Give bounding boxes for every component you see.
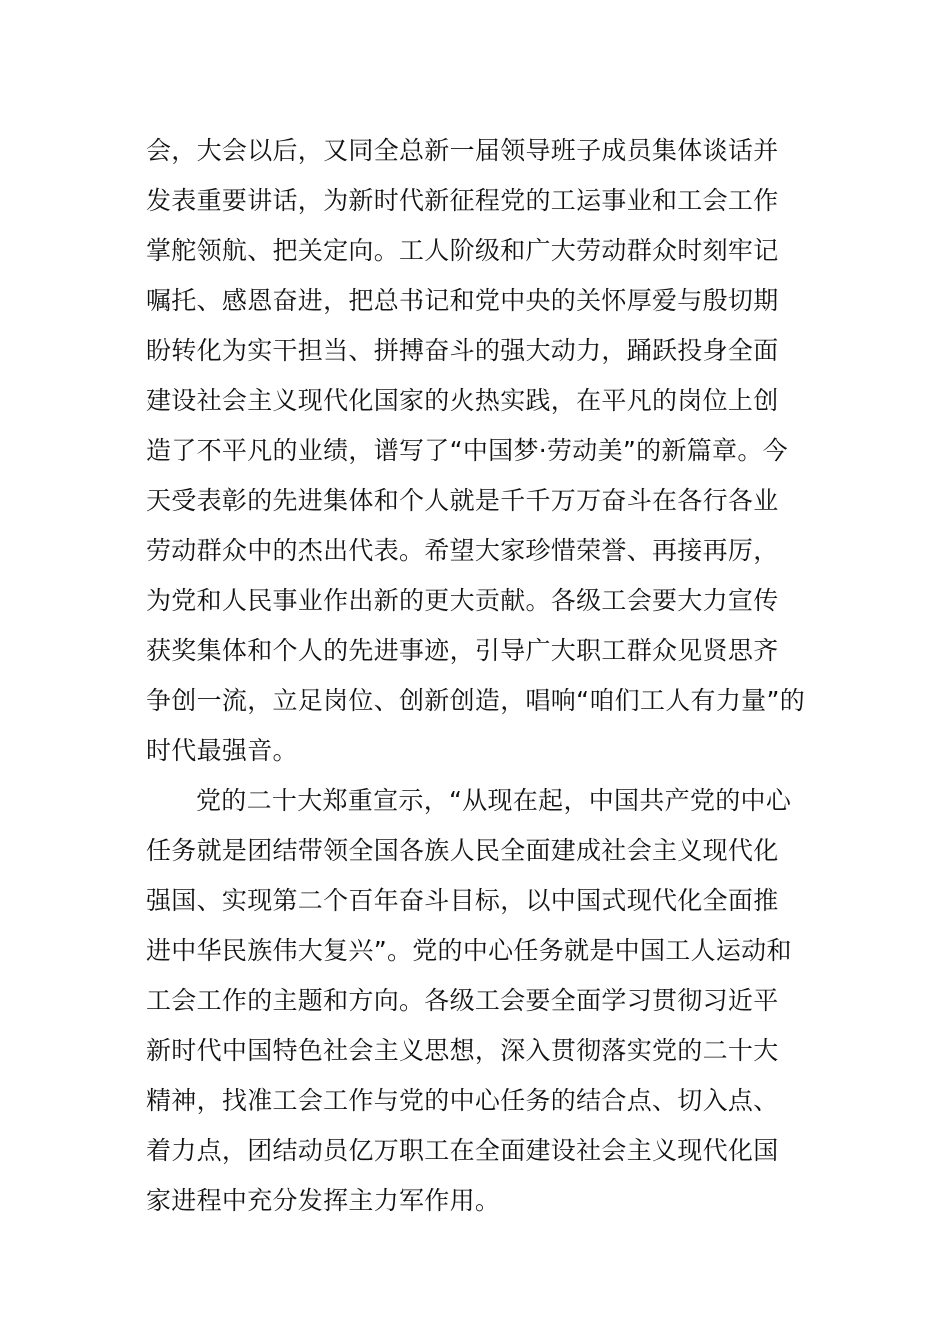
text-line: 时代最强音。 [146, 736, 298, 765]
text-line: 发表重要讲话，为新时代新征程党的工运事业和工会工作 [146, 186, 779, 215]
text-line: 为党和人民事业作出新的更大贡献。各级工会要大力宣传 [146, 586, 779, 615]
text-line: 进中华民族伟大复兴”。党的中心任务就是中国工人运动和 [146, 936, 792, 965]
text-line: 造了不平凡的业绩，谱写了“中国梦·劳动美”的新篇章。今 [146, 436, 788, 465]
text-line: 家进程中充分发挥主力军作用。 [146, 1186, 501, 1215]
text-line: 党的二十大郑重宣示，“从现在起，中国共产党的中心 [196, 786, 792, 815]
text-line: 任务就是团结带领全国各族人民全面建成社会主义现代化 [146, 836, 779, 865]
text-line: 建设社会主义现代化国家的火热实践，在平凡的岗位上创 [146, 386, 779, 415]
paragraph-2 [146, 776, 816, 1226]
document-body [146, 126, 816, 1226]
text-line: 获奖集体和个人的先进事迹，引导广大职工群众见贤思齐 [146, 636, 779, 665]
text-line: 掌舵领航、把关定向。工人阶级和广大劳动群众时刻牢记 [146, 236, 779, 265]
text-line: 嘱托、感恩奋进，把总书记和党中央的关怀厚爱与殷切期 [146, 286, 779, 315]
text-line: 新时代中国特色社会主义思想，深入贯彻落实党的二十大 [146, 1036, 779, 1065]
text-line: 劳动群众中的杰出代表。希望大家珍惜荣誉、再接再厉， [146, 536, 779, 565]
text-line: 盼转化为实干担当、拼搏奋斗的强大动力，踊跃投身全面 [146, 336, 779, 365]
text-line: 精神，找准工会工作与党的中心任务的结合点、切入点、 [146, 1086, 779, 1115]
text-line: 争创一流，立足岗位、创新创造，唱响“咱们工人有力量”的 [146, 686, 806, 715]
text-line: 工会工作的主题和方向。各级工会要全面学习贯彻习近平 [146, 986, 779, 1015]
text-line: 着力点，团结动员亿万职工在全面建设社会主义现代化国 [146, 1136, 779, 1165]
text-line: 天受表彰的先进集体和个人就是千千万万奋斗在各行各业 [146, 486, 779, 515]
paragraph-1 [146, 126, 816, 776]
text-line: 会，大会以后，又同全总新一届领导班子成员集体谈话并 [146, 136, 779, 165]
text-line: 强国、实现第二个百年奋斗目标，以中国式现代化全面推 [146, 886, 779, 915]
